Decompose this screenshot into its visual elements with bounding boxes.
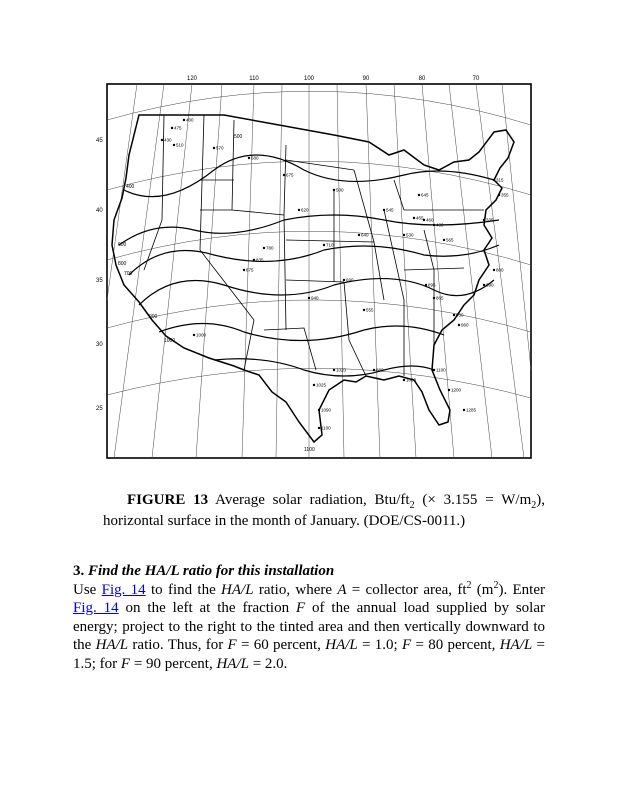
var-ha-l: HA/L: [499, 637, 533, 654]
station-dot: [243, 269, 245, 271]
body-text: ). Enter: [498, 581, 545, 598]
station-value: 315: [496, 177, 504, 183]
solar-radiation-map: [96, 70, 534, 462]
station-value: 530: [406, 232, 414, 238]
station-value: 1090: [321, 407, 332, 413]
station-value: 1100: [436, 367, 446, 373]
station-dot: [161, 139, 163, 141]
var-f: F: [120, 655, 131, 672]
station-dot: [283, 174, 285, 176]
station-dot: [253, 259, 255, 261]
isoline-label: 800: [118, 261, 127, 267]
station-dot: [453, 314, 455, 316]
station-dot: [358, 234, 360, 236]
body-text: = 1.0;: [357, 637, 403, 654]
var-a: A: [337, 581, 347, 598]
station-value: 430: [436, 222, 444, 228]
section-title-pre: Find the: [84, 563, 145, 579]
station-dot: [313, 384, 315, 386]
body-text: ratio. Thus, for: [128, 637, 228, 654]
station-dot: [343, 279, 345, 281]
station-dot: [248, 157, 250, 159]
lat-label: 25: [96, 406, 103, 412]
body-text: = 80 percent,: [411, 637, 500, 654]
body-text: = 1.5; for: [73, 637, 545, 672]
station-dot: [373, 369, 375, 371]
station-dot: [493, 179, 495, 181]
station-dot: [483, 219, 485, 221]
lon-label: 70: [472, 76, 480, 82]
superscript: 2: [466, 579, 472, 591]
station-value: 835: [256, 257, 264, 263]
station-dot: [323, 244, 325, 246]
station-dot: [458, 324, 460, 326]
station-value: 1285: [466, 407, 477, 413]
station-dot: [171, 127, 173, 129]
caption-text-mid: (× 3.155 = W/m: [414, 492, 532, 508]
station-value: 1025: [316, 382, 327, 388]
station-dot: [403, 379, 405, 381]
station-dot: [333, 369, 335, 371]
station-value: 555: [366, 307, 374, 313]
body-text: on the left at the fraction: [118, 600, 296, 617]
lat-label: 45: [96, 138, 103, 144]
station-dot: [433, 369, 435, 371]
station-dot: [318, 427, 320, 429]
station-dot: [463, 409, 465, 411]
section-number: 3.: [73, 563, 85, 579]
station-value: 940: [311, 295, 319, 301]
caption-text-before: Average solar radiation, Btu/ft: [208, 492, 410, 508]
var-f: F: [227, 637, 237, 654]
station-dot: [483, 284, 485, 286]
lat-label: 30: [96, 342, 103, 348]
section-body: [73, 581, 545, 674]
station-value: 565: [446, 237, 454, 243]
var-f: F: [295, 600, 306, 617]
figure-label: FIGURE 13: [127, 492, 209, 508]
body-text: to find the: [145, 581, 222, 598]
station-value: 1100: [321, 425, 331, 431]
station-value: 580: [251, 155, 259, 161]
body-text: of the annual load supplied by solar energy; project to the right to the tinted area and then vertically downward to the: [73, 600, 545, 654]
isoline-label: 500: [234, 134, 243, 140]
body-text: (m: [471, 581, 494, 598]
station-dot: [173, 144, 175, 146]
station-value: 645: [421, 192, 429, 198]
section-heading: [73, 562, 545, 581]
station-value: 675: [286, 172, 294, 178]
section-3: [73, 562, 545, 674]
station-value: 510: [176, 142, 184, 148]
station-value: 690: [486, 282, 494, 288]
station-value: 690: [346, 277, 354, 283]
station-value: 1000: [406, 377, 417, 383]
station-dot: [318, 409, 320, 411]
station-dot: [308, 297, 310, 299]
station-value: 1000: [196, 332, 207, 338]
body-text: = 60 percent,: [236, 637, 326, 654]
var-ha-l: HA/L: [221, 581, 254, 598]
station-value: 620: [301, 207, 309, 213]
lat-label: 35: [96, 278, 103, 284]
isoline-label: 1000: [164, 338, 176, 344]
body-text: = 2.0.: [248, 655, 288, 672]
station-dot: [443, 239, 445, 241]
station-value: 1020: [336, 367, 347, 373]
station-value: 880: [376, 367, 384, 373]
station-value: 930: [456, 312, 464, 318]
station-dot: [263, 247, 265, 249]
var-ha-l: HA/L: [325, 637, 358, 654]
station-value: 780: [266, 245, 274, 251]
lon-label: 120: [186, 76, 198, 82]
caption-sub1: 2: [409, 500, 415, 511]
isoline-label: 400: [126, 184, 135, 190]
station-value: 570: [216, 145, 224, 151]
station-dot: [448, 389, 450, 391]
station-value: 710: [326, 242, 334, 248]
lon-label: 90: [362, 76, 370, 82]
station-dot: [213, 147, 215, 149]
body-text: = collector area, ft: [346, 581, 467, 598]
station-dot: [193, 334, 195, 336]
isoline-label: 1100: [304, 447, 315, 453]
station-dot: [183, 119, 185, 121]
station-value: 640: [361, 232, 369, 238]
station-value: 475: [174, 125, 182, 131]
lon-label: 100: [303, 76, 315, 82]
station-dot: [363, 309, 365, 311]
body-text: = 90 percent,: [130, 655, 217, 672]
isoline-label: 900: [149, 314, 158, 320]
station-value: 335: [486, 217, 494, 223]
var-f: F: [402, 637, 412, 654]
station-value: 1200: [451, 387, 462, 393]
fig-14-link[interactable]: Fig. 14: [101, 581, 146, 598]
station-dot: [433, 297, 435, 299]
station-value: 400: [186, 117, 194, 123]
station-dot: [383, 209, 385, 211]
station-value: 460: [426, 217, 434, 223]
station-dot: [333, 189, 335, 191]
station-value: 875: [246, 267, 254, 273]
station-dot: [425, 284, 427, 286]
fig-14-link[interactable]: Fig. 14: [73, 600, 119, 617]
station-dot: [403, 234, 405, 236]
lon-label: 110: [249, 76, 259, 82]
var-ha-l: HA/L: [216, 655, 249, 672]
body-text: Use: [73, 581, 102, 598]
station-dot: [493, 269, 495, 271]
lat-label: 40: [96, 208, 103, 214]
body-text: ratio, where: [253, 581, 338, 598]
station-dot: [498, 194, 500, 196]
station-value: 865: [436, 295, 444, 301]
section-title-var: HA/L: [144, 563, 180, 579]
station-value: 960: [461, 322, 469, 328]
station-value: 355: [501, 192, 509, 198]
station-dot: [433, 224, 435, 226]
station-dot: [298, 209, 300, 211]
caption-sub2: 2: [531, 500, 537, 511]
lon-label: 80: [418, 76, 426, 82]
isoline-label: 700: [124, 271, 133, 277]
figure-caption: [103, 490, 545, 532]
caption-text-after: ), horizontal surface in the month of January. (DOE/CS-0011.): [103, 492, 545, 529]
station-dot: [418, 194, 420, 196]
map-svg: [96, 70, 534, 462]
station-value: 545: [386, 207, 394, 213]
station-value: 895: [428, 282, 436, 288]
isoline-label: 600: [118, 242, 127, 248]
station-value: 465: [416, 215, 424, 221]
section-title-post: ratio for this installation: [179, 563, 335, 579]
station-value: 500: [336, 187, 344, 193]
superscript: 2: [493, 579, 499, 591]
station-value: 430: [164, 137, 172, 143]
station-value: 800: [496, 267, 504, 273]
var-ha-l: HA/L: [95, 637, 129, 654]
station-dot: [413, 217, 415, 219]
